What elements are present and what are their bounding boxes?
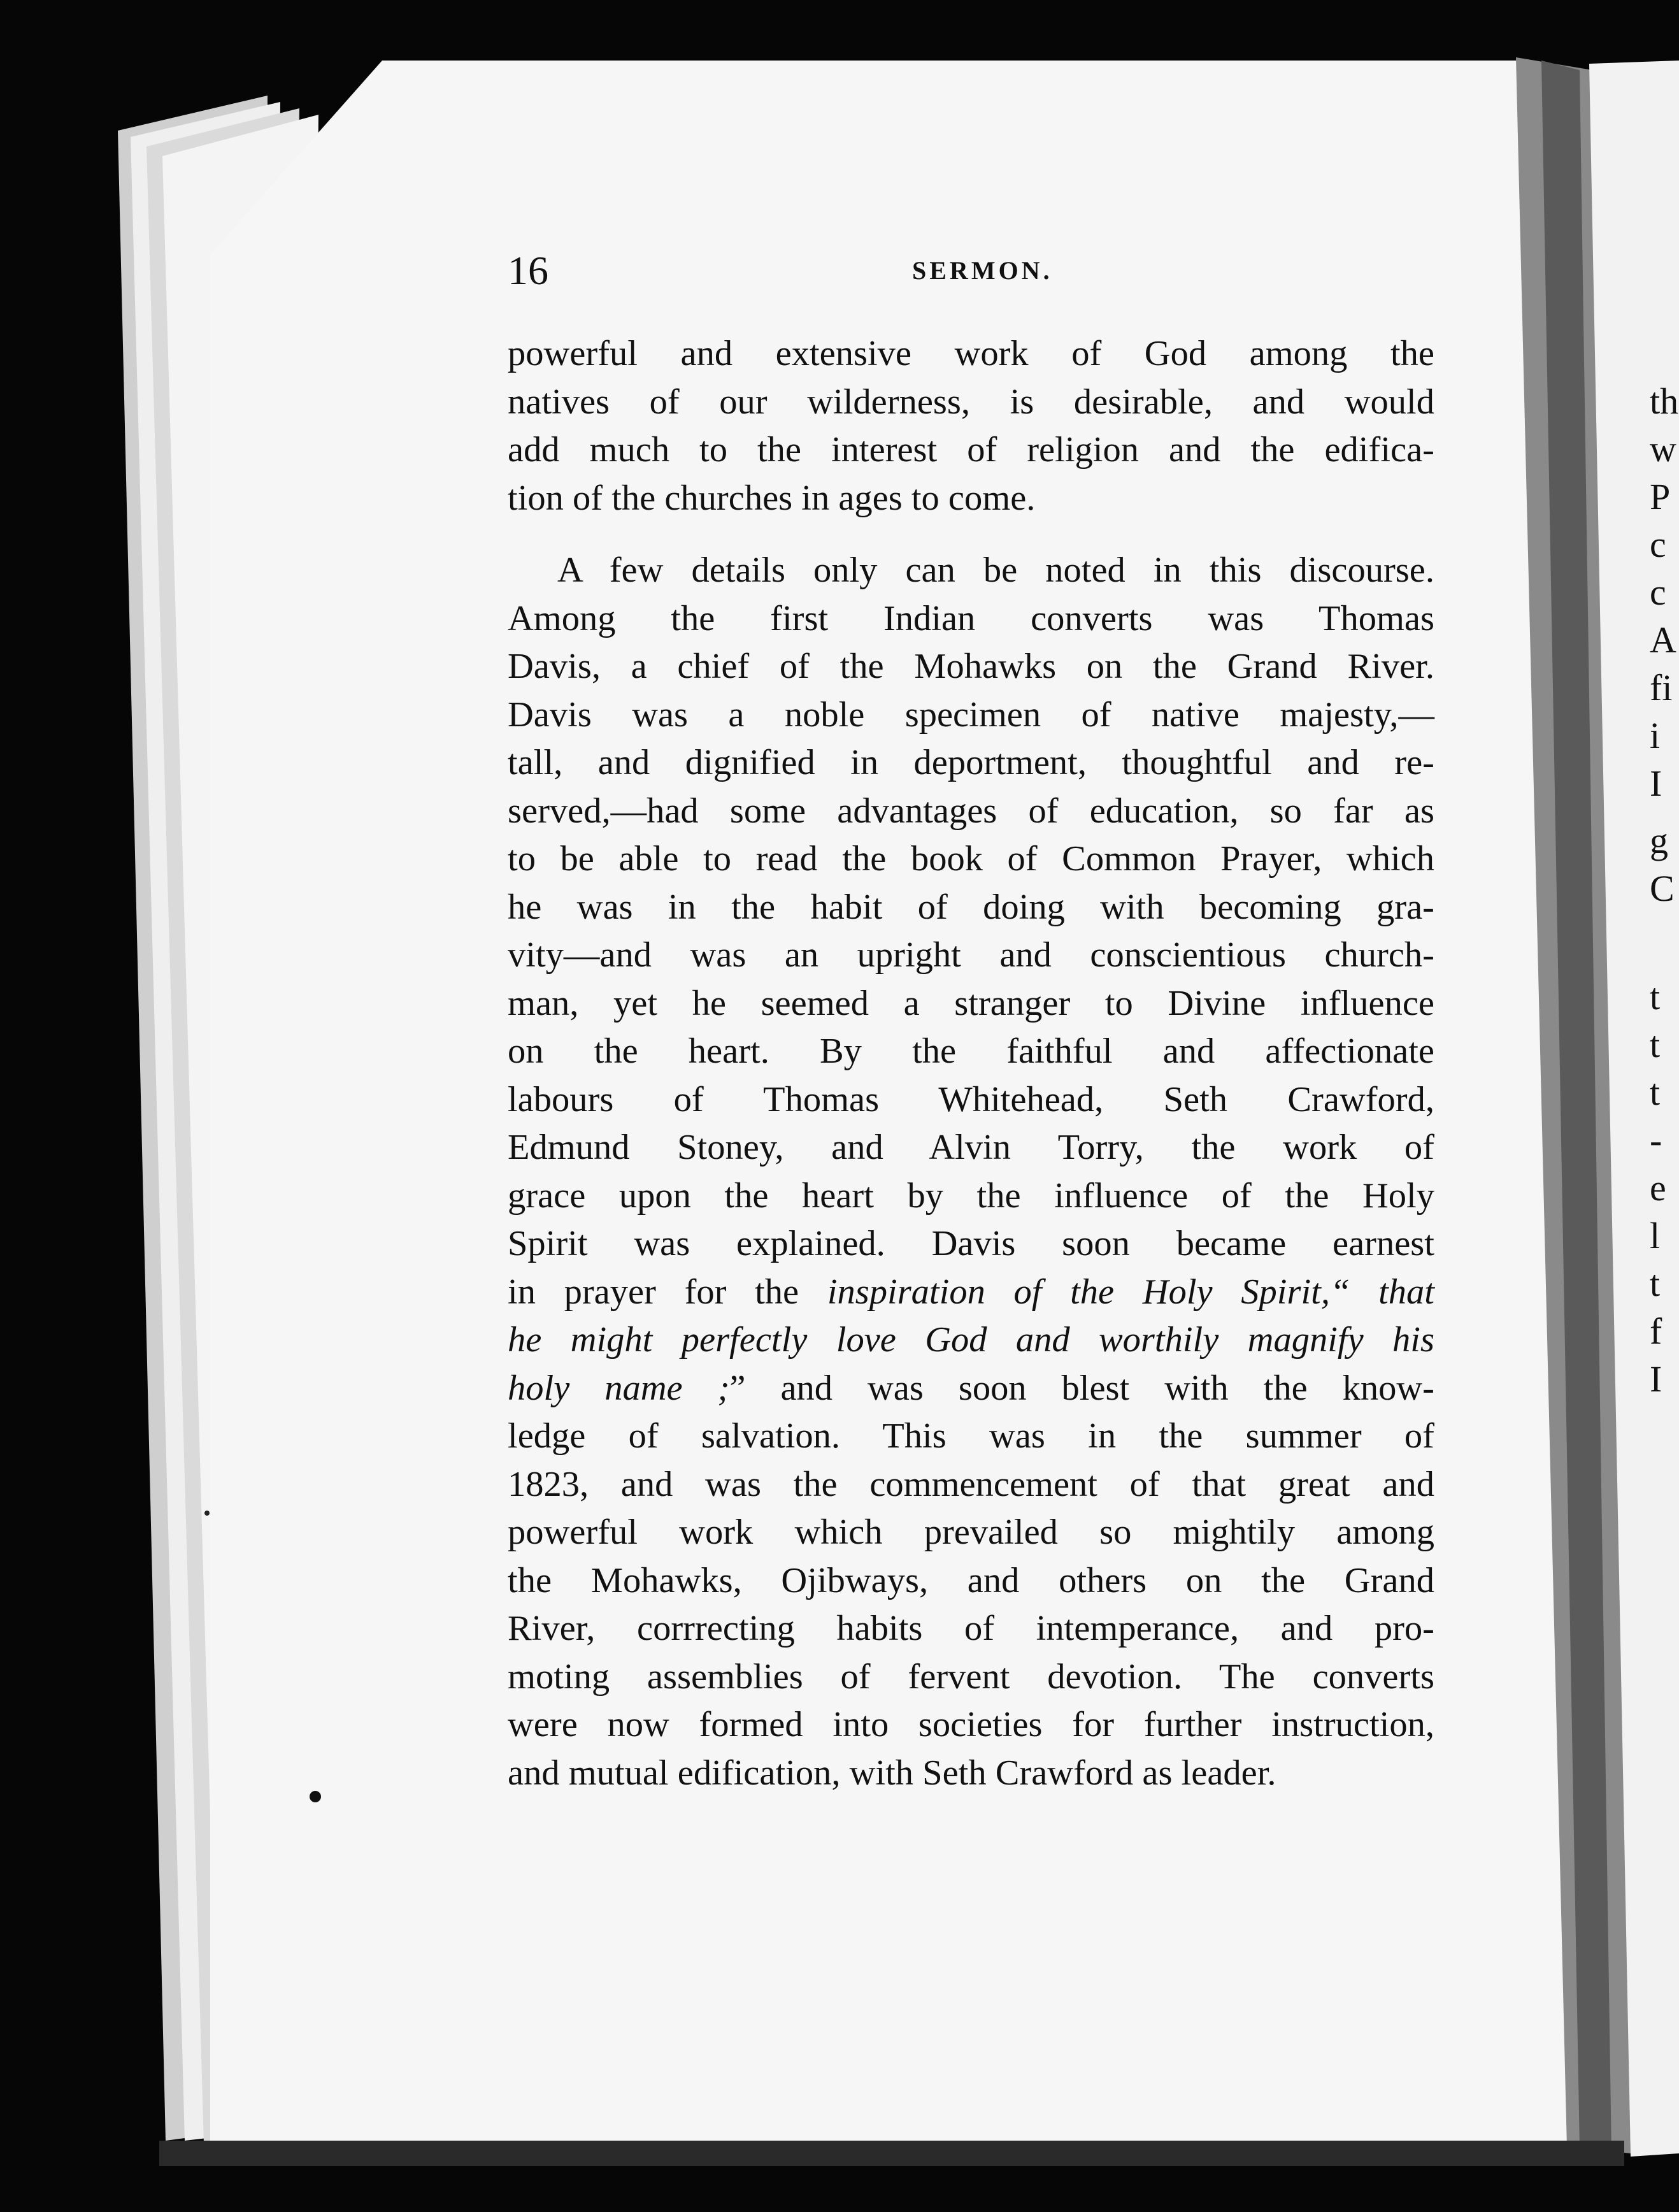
italic-run: holy name ; bbox=[508, 1368, 730, 1408]
ink-speck bbox=[310, 1791, 321, 1802]
facing-fragment: I bbox=[1650, 763, 1662, 804]
text-line: Davis was a noble specimen of native majesty,— bbox=[508, 694, 1434, 735]
text-line: the Mohawks, Ojibways, and others on the Grand bbox=[508, 1560, 1434, 1600]
italic-run: inspiration of the Holy Spirit, bbox=[827, 1272, 1330, 1312]
text-line: tall, and dignified in deportment, thoughtful and re- bbox=[508, 743, 1434, 782]
paragraph-gap bbox=[508, 522, 1434, 547]
body-text bbox=[508, 330, 1434, 1797]
text-line: ledge of salvation. This was in the summer of bbox=[508, 1416, 1434, 1456]
text-line: to be able to read the book of Common Prayer, which bbox=[508, 839, 1434, 879]
facing-fragment: g bbox=[1650, 820, 1668, 861]
bottom-edge-shadow bbox=[159, 2141, 1624, 2166]
facing-fragment: P bbox=[1650, 476, 1671, 517]
text-line: on the heart. By the faithful and affectionate bbox=[508, 1031, 1434, 1071]
text-line: and mutual edification, with Seth Crawford as leader. bbox=[508, 1753, 1276, 1793]
facing-fragment: th bbox=[1650, 380, 1679, 422]
facing-fragment: I bbox=[1650, 1358, 1662, 1400]
text-line: grace upon the heart by the influence of the Holy bbox=[508, 1175, 1434, 1216]
text-line: powerful work which prevailed so mightily among bbox=[508, 1512, 1434, 1552]
facing-fragment: t bbox=[1650, 1072, 1661, 1113]
italic-run: “ that bbox=[1330, 1272, 1434, 1312]
facing-fragment: C bbox=[1650, 868, 1675, 909]
running-head: SERMON. bbox=[912, 256, 1053, 285]
text-line: tion of the churches in ages to come. bbox=[508, 478, 1036, 518]
text-line bbox=[508, 1268, 1434, 1317]
text-line: man, yet he seemed a stranger to Divine influence bbox=[508, 983, 1434, 1023]
facing-fragment: f bbox=[1650, 1311, 1662, 1352]
page-header bbox=[508, 245, 1434, 296]
text-run: in prayer for the bbox=[508, 1272, 827, 1312]
ink-speck bbox=[204, 1511, 210, 1516]
facing-fragment: t bbox=[1650, 976, 1661, 1017]
facing-fragment: t bbox=[1650, 1024, 1661, 1065]
text-line: A few details only can be noted in this discourse. bbox=[557, 550, 1434, 590]
text-line: natives of our wilderness, is desirable, and would bbox=[508, 382, 1434, 422]
text-line: River, corrrecting habits of intemperance, and pro- bbox=[508, 1609, 1434, 1648]
text-line: Edmund Stoney, and Alvin Torry, the work of bbox=[508, 1128, 1434, 1167]
text-line: 1823, and was the commencement of that great and bbox=[508, 1464, 1434, 1504]
text-line: he was in the habit of doing with becoming gra- bbox=[508, 887, 1434, 927]
page-number: 16 bbox=[508, 248, 548, 293]
text-line bbox=[508, 1365, 1434, 1413]
text-line: were now formed into societies for further instruction, bbox=[508, 1705, 1434, 1744]
facing-fragment: t bbox=[1650, 1263, 1661, 1304]
text-line: Davis, a chief of the Mohawks on the Grand River. bbox=[508, 647, 1434, 686]
text-line: add much to the interest of religion and the edifica- bbox=[508, 430, 1434, 470]
italic-run: he might perfectly love God and worthily magnify his bbox=[508, 1320, 1434, 1360]
facing-fragment: fi bbox=[1650, 667, 1673, 708]
facing-fragment: e bbox=[1650, 1167, 1666, 1209]
facing-fragment: w bbox=[1650, 428, 1676, 470]
text-line: served,—had some advantages of education, so far as bbox=[508, 791, 1434, 831]
text-run: ” and was soon blest with the know- bbox=[729, 1368, 1434, 1408]
facing-fragment: c bbox=[1650, 524, 1666, 565]
facing-fragment: i bbox=[1650, 715, 1661, 756]
facing-fragment: l bbox=[1650, 1215, 1661, 1256]
text-line: moting assemblies of fervent devotion. The converts bbox=[508, 1656, 1434, 1697]
text-line: Spirit was explained. Davis soon became earnest bbox=[508, 1224, 1434, 1263]
facing-fragment: - bbox=[1650, 1119, 1662, 1161]
text-line: labours of Thomas Whitehead, Seth Crawford, bbox=[508, 1079, 1434, 1119]
facing-fragment: A bbox=[1650, 619, 1676, 661]
text-line bbox=[508, 1316, 1434, 1365]
text-line: vity—and was an upright and conscientious church- bbox=[508, 935, 1434, 975]
text-line: powerful and extensive work of God among the bbox=[508, 334, 1434, 373]
text-line: Among the first Indian converts was Thomas bbox=[508, 598, 1434, 638]
facing-fragment: c bbox=[1650, 571, 1666, 613]
